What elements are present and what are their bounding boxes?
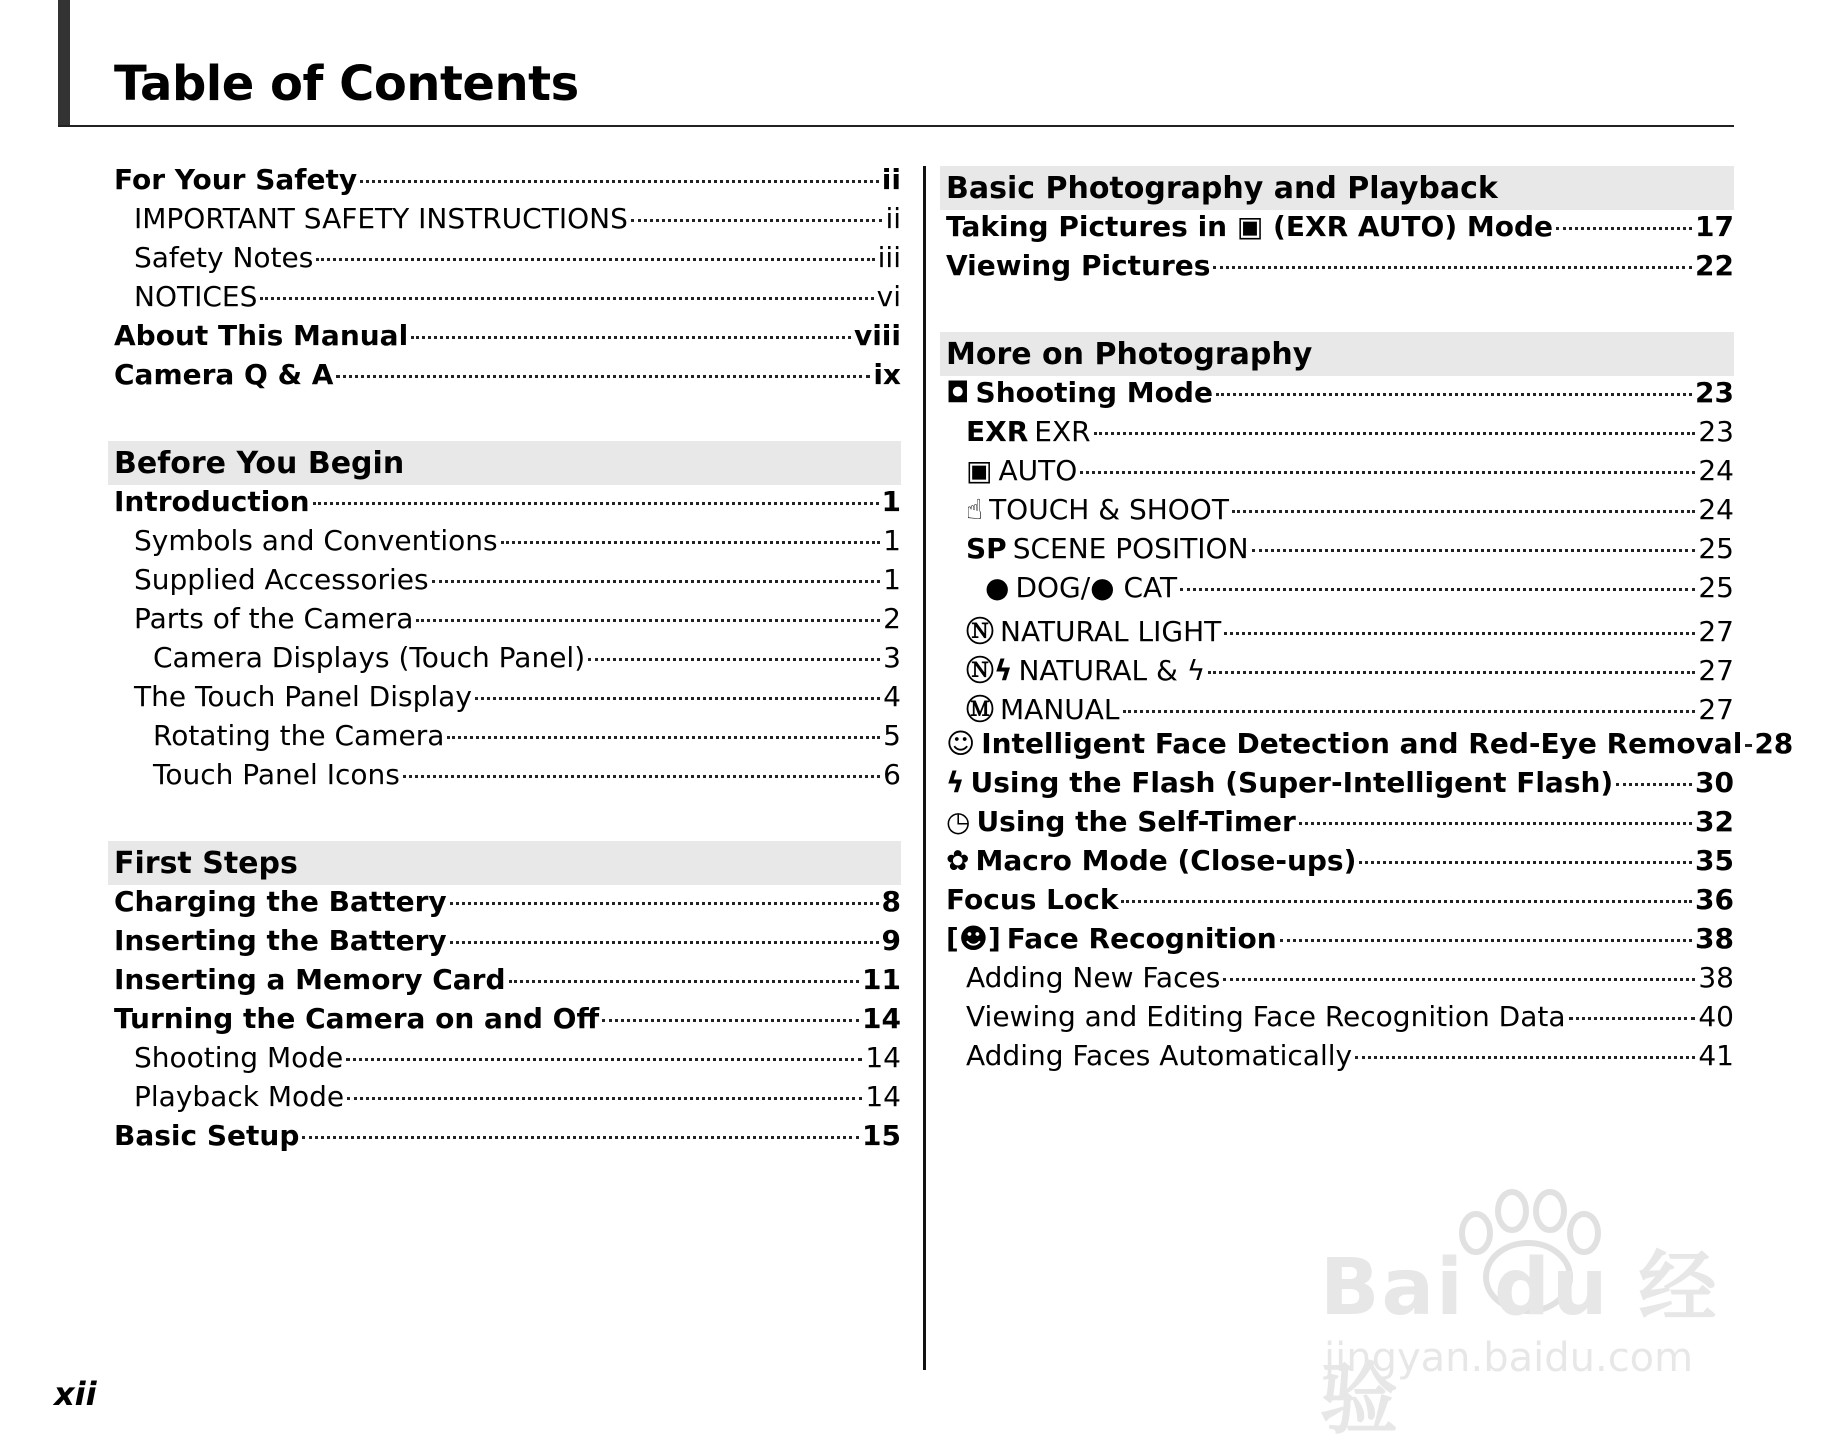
toc-entry[interactable] [946, 844, 1734, 883]
dot-leader [1556, 227, 1692, 230]
section-heading: First Steps [108, 841, 901, 885]
toc-entry-page: 38 [1698, 961, 1734, 994]
toc-right-column [946, 166, 1794, 1078]
toc-entry-title: Playback Mode [134, 1080, 345, 1113]
self-timer-icon: ◷ [946, 805, 971, 838]
macro-icon: ✿ [946, 844, 970, 877]
toc-entry[interactable] [114, 1080, 901, 1119]
dot-leader [316, 258, 874, 261]
toc-entry-title: Shooting Mode [134, 1041, 344, 1074]
toc-entry[interactable] [114, 163, 901, 202]
dot-leader [432, 580, 881, 583]
toc-entry-title: Macro Mode (Close-ups) [975, 844, 1357, 877]
touch-shoot-icon: ☝ [966, 493, 984, 526]
toc-entry-title: Inserting a Memory Card [114, 963, 506, 996]
dot-leader [475, 697, 880, 700]
dog-icon: ● [985, 571, 1010, 604]
toc-entry-page: iii [877, 241, 901, 274]
dot-leader [1569, 1017, 1696, 1020]
toc-entry-title: Parts of the Camera [134, 602, 414, 635]
toc-entry-page: 32 [1695, 805, 1734, 838]
toc-entry[interactable] [946, 210, 1734, 249]
dot-leader [1213, 266, 1692, 269]
toc-entry-page: 14 [862, 1002, 901, 1035]
toc-entry-title: Camera Displays (Touch Panel) [153, 641, 586, 674]
toc-entry[interactable] [946, 805, 1734, 844]
dot-leader [1359, 861, 1692, 864]
toc-entry-title: SCENE POSITION [1012, 532, 1249, 565]
toc-entry[interactable] [946, 766, 1734, 805]
toc-entry-page: 27 [1698, 654, 1734, 687]
page-number: xii [54, 1375, 97, 1413]
section-gap [114, 397, 901, 441]
dot-leader [302, 1136, 859, 1139]
toc-entry[interactable] [114, 1119, 901, 1158]
toc-entry-title: Camera Q & A [114, 358, 334, 391]
toc-entry-page: 35 [1695, 844, 1734, 877]
dot-leader [416, 619, 880, 622]
title-underline [58, 125, 1734, 127]
toc-entry-title: The Touch Panel Display [134, 680, 472, 713]
toc-entry[interactable] [946, 249, 1734, 288]
toc-entry-title: About This Manual [114, 319, 409, 352]
toc-left-column [114, 163, 901, 1158]
toc-entry-page: 1 [883, 524, 901, 557]
toc-entry[interactable] [114, 758, 901, 797]
toc-entry-page: 14 [865, 1041, 901, 1074]
dot-leader [347, 1097, 862, 1100]
toc-entry[interactable] [946, 961, 1734, 1000]
toc-entry-title: Touch Panel Icons [153, 758, 400, 791]
toc-entry[interactable] [946, 1039, 1734, 1078]
toc-entry-page: 24 [1698, 454, 1734, 487]
toc-entry-page: ii [881, 163, 901, 196]
toc-entry-page: 8 [881, 885, 901, 918]
toc-entry-page: 9 [881, 924, 901, 957]
toc-entry[interactable] [946, 688, 1734, 727]
toc-entry[interactable] [946, 883, 1734, 922]
toc-entry-page: 22 [1695, 249, 1734, 282]
toc-entry-page: 6 [883, 758, 901, 791]
toc-entry[interactable] [114, 602, 901, 641]
toc-entry-title: Using the Flash (Super-Intelligent Flash) [970, 766, 1614, 799]
toc-entry-page: 27 [1698, 693, 1734, 726]
toc-entry-title: AUTO [998, 454, 1078, 487]
toc-entry-page: 25 [1698, 532, 1734, 565]
toc-entry[interactable] [946, 649, 1734, 688]
toc-entry-page: 1 [881, 485, 901, 518]
dot-leader [360, 180, 879, 183]
dot-leader [602, 1019, 859, 1022]
section-heading: Basic Photography and Playback [940, 166, 1734, 210]
toc-entry-title: For Your Safety [114, 163, 358, 196]
toc-entry-title: EXR [1034, 415, 1091, 448]
toc-entry-title: NATURAL & ϟ [1018, 654, 1206, 687]
toc-entry-title: Taking Pictures in ▣ (EXR AUTO) Mode [946, 210, 1554, 243]
toc-entry-title: Inserting the Battery [114, 924, 447, 957]
dot-leader [260, 297, 873, 300]
column-divider [923, 166, 926, 1370]
dot-leader [1299, 822, 1692, 825]
toc-entry-page: 36 [1695, 883, 1734, 916]
toc-entry[interactable] [946, 454, 1734, 493]
toc-entry-page: ix [873, 358, 901, 391]
dot-leader [501, 541, 881, 544]
dot-leader [631, 219, 883, 222]
dot-leader [1223, 978, 1695, 981]
title-side-bar [58, 0, 70, 127]
dot-leader [411, 336, 851, 339]
toc-entry[interactable] [946, 1000, 1734, 1039]
dot-leader [450, 941, 879, 944]
toc-entry-title: Intelligent Face Detection and Red-Eye Removal [981, 727, 1743, 760]
toc-entry-page: 23 [1695, 376, 1734, 409]
dot-leader [1094, 432, 1696, 435]
toc-entry-page: 11 [862, 963, 901, 996]
toc-entry[interactable] [114, 1041, 901, 1080]
dot-leader [450, 902, 879, 905]
toc-entry[interactable] [946, 415, 1734, 454]
toc-entry[interactable] [114, 963, 901, 1002]
toc-entry[interactable] [114, 358, 901, 397]
toc-entry-title: Safety Notes [134, 241, 314, 274]
toc-entry-page: 1 [883, 563, 901, 596]
toc-entry[interactable] [946, 727, 1794, 766]
toc-entry-page: 28 [1754, 727, 1794, 760]
toc-entry-page: viii [853, 319, 901, 352]
watermark-brand: Bai du 经验 [1320, 1243, 1719, 1445]
toc-entry-page: 14 [865, 1080, 901, 1113]
flash-icon: ϟ [946, 766, 965, 799]
dot-leader [336, 375, 870, 378]
section-gap [114, 797, 901, 841]
toc-entry-page: 23 [1698, 415, 1734, 448]
toc-entry[interactable] [946, 610, 1734, 649]
dot-leader [1616, 783, 1692, 786]
toc-entry[interactable] [946, 493, 1734, 532]
toc-entry-page: 27 [1698, 615, 1734, 648]
toc-entry-title: Rotating the Camera [153, 719, 445, 752]
toc-entry[interactable] [114, 680, 901, 719]
toc-entry-title: Charging the Battery [114, 885, 447, 918]
dot-leader [313, 502, 879, 505]
toc-entry-title: Viewing Pictures [946, 249, 1211, 282]
toc-entry-title: Symbols and Conventions [134, 524, 498, 557]
manual-icon: Ⓜ [966, 693, 995, 726]
face-detection-icon: ☺ [946, 727, 976, 760]
toc-entry-title: Face Recognition [1006, 922, 1277, 955]
toc-entry-title: Introduction [114, 485, 310, 518]
toc-entry[interactable] [946, 532, 1734, 571]
toc-entry[interactable] [946, 376, 1734, 415]
toc-entry-title: Adding Faces Automatically [966, 1039, 1353, 1072]
toc-entry-page: vi [876, 280, 901, 313]
toc-entry-page: 30 [1695, 766, 1734, 799]
dot-leader [509, 980, 859, 983]
toc-entry[interactable] [946, 571, 1734, 610]
page-title: Table of Contents [114, 56, 579, 112]
dot-leader [403, 775, 880, 778]
natural-light-icon: Ⓝ [966, 615, 995, 648]
toc-entry-title: DOG/● CAT [1015, 571, 1178, 604]
dot-leader [588, 658, 880, 661]
toc-entry-title: NATURAL LIGHT [1000, 615, 1222, 648]
toc-entry-page: ii [885, 202, 901, 235]
toc-entry-page: 17 [1695, 210, 1734, 243]
dot-leader [346, 1058, 862, 1061]
natural-flash-icon: Ⓝϟ [966, 654, 1013, 687]
toc-entry-title: TOUCH & SHOOT [989, 493, 1229, 526]
dot-leader [1080, 471, 1695, 474]
toc-entry-title: Basic Setup [114, 1119, 300, 1152]
section-heading: Before You Begin [108, 441, 901, 485]
section-heading: More on Photography [940, 332, 1734, 376]
toc-entry-page: 5 [883, 719, 901, 752]
toc-entry[interactable] [114, 485, 901, 524]
toc-entry-page: 41 [1698, 1039, 1734, 1072]
toc-entry-title: Supplied Accessories [134, 563, 429, 596]
toc-entry-page: 4 [883, 680, 901, 713]
toc-entry[interactable] [114, 241, 901, 280]
toc-entry-title: Turning the Camera on and Off [114, 1002, 600, 1035]
toc-entry-title: Viewing and Editing Face Recognition Data [966, 1000, 1566, 1033]
toc-entry-page: 2 [883, 602, 901, 635]
dot-leader [1121, 900, 1692, 903]
scene-position-icon: SP [966, 532, 1007, 565]
dot-leader [1180, 588, 1695, 591]
auto-icon: ▣ [966, 454, 993, 487]
toc-entry[interactable] [114, 719, 901, 758]
toc-entry-page: 24 [1698, 493, 1734, 526]
dot-leader [1252, 549, 1696, 552]
toc-entry-page: 15 [862, 1119, 901, 1152]
toc-entry[interactable] [114, 524, 901, 563]
dot-leader [1208, 671, 1695, 674]
toc-entry-title: Focus Lock [946, 883, 1119, 916]
dot-leader [1355, 1056, 1695, 1059]
toc-entry-title: Using the Self-Timer [976, 805, 1296, 838]
dot-leader [1224, 632, 1695, 635]
section-gap [946, 288, 1734, 332]
toc-entry[interactable] [114, 885, 901, 924]
watermark-url: jingyan.baidu.com [1324, 1335, 1694, 1381]
toc-entry-page: 40 [1698, 1000, 1734, 1033]
dot-leader [447, 736, 880, 739]
toc-entry[interactable] [114, 280, 901, 319]
shooting-mode-icon: ◘ [946, 376, 970, 409]
toc-entry[interactable] [114, 1002, 901, 1041]
toc-entry[interactable] [114, 202, 901, 241]
toc-entry-title: Adding New Faces [966, 961, 1221, 994]
exr-icon: EXR [966, 415, 1029, 448]
dot-leader [1216, 393, 1692, 396]
toc-entry-title: NOTICES [134, 280, 258, 313]
toc-entry-title: Shooting Mode [975, 376, 1213, 409]
toc-entry-title: IMPORTANT SAFETY INSTRUCTIONS [134, 202, 628, 235]
dot-leader [1123, 710, 1696, 713]
dot-leader [1745, 744, 1751, 747]
toc-entry-page: 25 [1698, 571, 1734, 604]
toc-entry-page: 38 [1695, 922, 1734, 955]
toc-entry[interactable] [114, 924, 901, 963]
baidu-watermark [1308, 1185, 1748, 1445]
toc-entry[interactable] [946, 922, 1734, 961]
toc-entry[interactable] [114, 641, 901, 680]
dot-leader [1280, 939, 1692, 942]
face-recognition-icon: [☻] [946, 922, 1001, 955]
toc-entry[interactable] [114, 563, 901, 602]
dot-leader [1232, 510, 1695, 513]
toc-entry-title: MANUAL [1000, 693, 1120, 726]
toc-entry[interactable] [114, 319, 901, 358]
toc-entry-page: 3 [883, 641, 901, 674]
